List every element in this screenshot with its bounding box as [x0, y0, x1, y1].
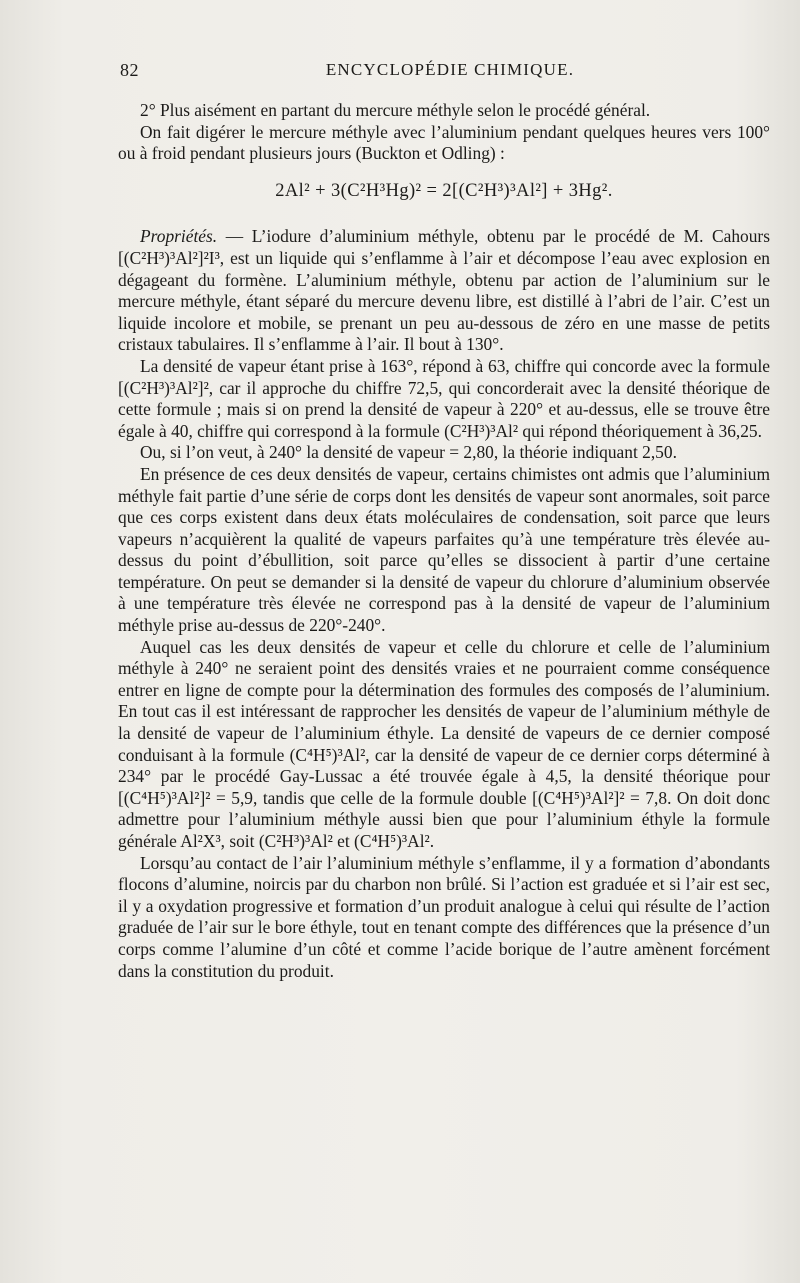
- body-text: [118, 100, 770, 982]
- paragraph: Ou, si l’on veut, à 240° la densité de vapeur = 2,80, la théorie indiquant 2,50.: [140, 442, 677, 463]
- paragraph-properties: [118, 226, 770, 356]
- paragraph: Lorsqu’au contact de l’air l’aluminium méthyle s’enflamme, il y a formation d’abondants flocons d’alumine, noircis par du charbon non brûlé. Si l’action est graduée et si l’air est sec, il y a oxydation progressive et formation d’un produit analogue à celui qui résulte de l’action graduée de l’air sur le bore éthyle, tout en tenant compte des différences que la présence d’un corps comme l’alumine d’un côté et comme l’acide borique de l’autre amènent forcément dans la constitution du produit.: [118, 852, 770, 981]
- page-number: 82: [120, 60, 139, 80]
- section-title: Propriétés.: [140, 226, 218, 247]
- page-title: ENCYCLOPÉDIE CHIMIQUE.: [325, 60, 575, 79]
- chemical-equation: 2Al² + 3(C²H³Hg)² = 2[(C²H³)³Al²] + 3Hg².: [275, 180, 613, 201]
- paragraph: Auquel cas les deux densités de vapeur et celle du chlorure et celle de l’aluminium méthyle à 240° ne seraient point des densités vraies et ne pourraient comme conséquence entrer en ligne de compte pour la détermination des formules des composés de l’aluminium. En tout cas il est intéressant de rapprocher les densités de vapeur de l’aluminium méthyle de la densité de vapeur de l’aluminium éthyle. La densité de vapeurs de ce dernier composé conduisant à la formule (C⁴H⁵)³Al², car la densité de vapeur de ce dernier corps déterminé à 234° par le procédé Gay-Lussac a été trouvée égale à 4,5, la densité théorique pour [(C⁴H⁵)³Al²]² = 5,9, tandis que celle de la formule double [(C⁴H⁵)³Al²]² = 7,8. On doit donc admettre pour l’aluminium méthyle aussi bien que pour l’aluminium éthyle la formule générale Al²X³, soit (C²H³)³Al² et (C⁴H⁵)³Al².: [118, 636, 770, 851]
- paragraph: La densité de vapeur étant prise à 163°, répond à 63, chiffre qui concorde avec la formule [(C²H³)³Al²]², car il approche du chiffre 72,5, qui concorderait avec la densité théorique de cette formule ; mais si on prend la densité de vapeur à 220° et au-dessus, elle se trouve être égale à 40, chiffre qui correspond à la formule (C²H³)³Al² qui répond théoriquement à 36,25.: [118, 355, 770, 441]
- running-head: [120, 60, 780, 90]
- paragraph: On fait digérer le mercure méthyle avec l’aluminium pendant quelques heures vers 100° ou à froid pendant plusieurs jours (Buckton et Odling) :: [118, 121, 770, 164]
- section-text: — L’iodure d’aluminium méthyle, obtenu par le procédé de M. Cahours [(C²H³)³Al²]²I³, est un liquide qui s’enflamme à l’air et décompose l’eau avec explosion en dégageant du formène. L’aluminium méthyle, obtenu par action de l’aluminium sur le mercure méthyle, étant séparé du mercure devenu libre, est distillé à l’abri de l’air. C’est un liquide incolore et mobile, se prenant un peu au-dessous de zéro en une masse de petits cristaux tabulaires. Il s’enflamme à l’air. Il bout à 130°.: [118, 226, 770, 355]
- paragraph: En présence de ces deux densités de vapeur, certains chimistes ont admis que l’aluminium méthyle fait partie d’une série de corps dont les densités de vapeur sont anormales, soit parce que ces corps existent dans deux états moléculaires de condensation, soit parce que leurs vapeurs n’acquièrent la qualité de vapeurs parfaites qu’à une température très élevée au-dessus du point d’ébullition, soit parce qu’elles se dissocient à partir d’une certaine température. On peut se demander si la densité de vapeur du chlorure d’aluminium observée à une température très élevée ne correspond pas à la densité de vapeur de l’aluminium méthyle prise au-dessus de 220°-240°.: [118, 463, 770, 636]
- paragraph: 2° Plus aisément en partant du mercure méthyle selon le procédé général.: [140, 100, 651, 120]
